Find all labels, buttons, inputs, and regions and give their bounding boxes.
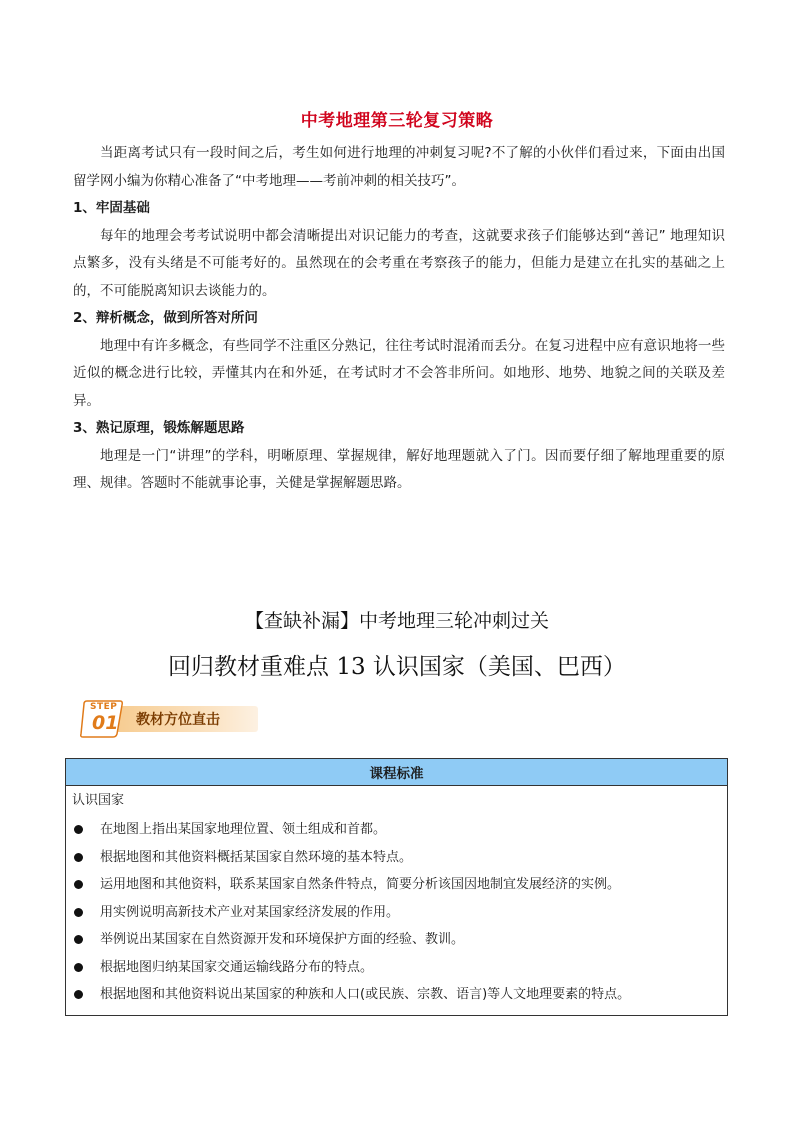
section-text-1: 每年的地理会考考试说明中都会清晰提出对识记能力的考查，这就要求孩子们能够达到“善记” 地理知识点繁多，没有头绪是不可能考好的。虽然现在的会考重在考察孩子的能力，但能力是建立在扎实的基础之上的，不可能脱离知识去谈能力的。 <box>73 227 725 299</box>
list-item <box>72 871 721 899</box>
article-body <box>73 140 725 498</box>
bullet-icon <box>74 990 83 999</box>
bullet-icon <box>74 825 83 834</box>
step-word: STEP <box>90 702 118 712</box>
section-heading-1: 1、牢固基础 <box>73 200 150 216</box>
standards-list <box>72 816 721 1009</box>
table-body <box>66 786 728 1016</box>
list-item-text: 在地图上指出某国家地理位置、领土组成和首都。 <box>100 822 387 837</box>
list-item-text: 运用地图和其他资料，联系某国家自然条件特点，简要分析该国因地制宜发展经济的实例。 <box>100 877 621 892</box>
bullet-icon <box>74 853 83 862</box>
bullet-icon <box>74 880 83 889</box>
bullet-icon <box>74 935 83 944</box>
page-title: 中考地理第三轮复习策略 <box>300 111 494 131</box>
list-item-text: 举例说出某国家在自然资源开发和环境保护方面的经验、教训。 <box>100 932 465 947</box>
step-banner <box>80 700 258 738</box>
list-item <box>72 981 721 1009</box>
intro-paragraph: 当距离考试只有一段时间之后，考生如何进行地理的冲刺复习呢?不了解的小伙伴们看过来，下面由出国留学网小编为你精心准备了“中考地理——考前冲刺的相关技巧”。 <box>73 145 725 189</box>
section-text-3: 地理是一门“讲理”的学科，明晰原理、掌握规律，解好地理题就入了门。因而要仔细了解地理重要的原理、规律。答题时不能就事论事，关健是掌握解题思路。 <box>73 447 725 491</box>
bullet-icon <box>74 963 83 972</box>
list-item <box>72 816 721 844</box>
list-item <box>72 954 721 982</box>
bullet-icon <box>74 908 83 917</box>
list-item-text: 用实例说明高新技术产业对某国家经济发展的作用。 <box>100 904 400 920</box>
list-item-text: 根据地图和其他资料概括某国家自然环境的基本特点。 <box>100 849 413 865</box>
step-label: 教材方位直击 <box>136 712 220 728</box>
section-heading-2: 2、辩析概念，做到所答对所问 <box>73 310 258 326</box>
lesson-subtitle: 【查缺补漏】中考地理三轮冲刺过关 <box>244 610 549 632</box>
step-badge-icon <box>80 700 124 738</box>
list-item <box>72 844 721 872</box>
step-number: 01 <box>92 712 119 734</box>
standards-intro: 认识国家 <box>72 793 125 808</box>
table-header: 课程标准 <box>66 759 728 786</box>
list-item-text: 根据地图和其他资料说出某国家的种族和人口(或民族、宗教、语言)等人文地理要素的特点。 <box>100 987 631 1002</box>
list-item <box>72 899 721 927</box>
list-item-text: 根据地图归纳某国家交通运输线路分布的特点。 <box>100 959 374 975</box>
list-item <box>72 926 721 954</box>
curriculum-standards-table <box>65 758 728 1016</box>
lesson-title: 回归教材重难点 13 认识国家（美国、巴西） <box>168 654 626 680</box>
section-heading-3: 3、熟记原理，锻炼解题思路 <box>73 420 245 436</box>
section-text-2: 地理中有许多概念，有些同学不注重区分熟记，往往考试时混淆而丢分。在复习进程中应有意识地将一些近似的概念进行比较，弄懂其内在和外延，在考试时才不会答非所问。如地形、地势、地貌之间的关联及差异。 <box>73 337 725 409</box>
